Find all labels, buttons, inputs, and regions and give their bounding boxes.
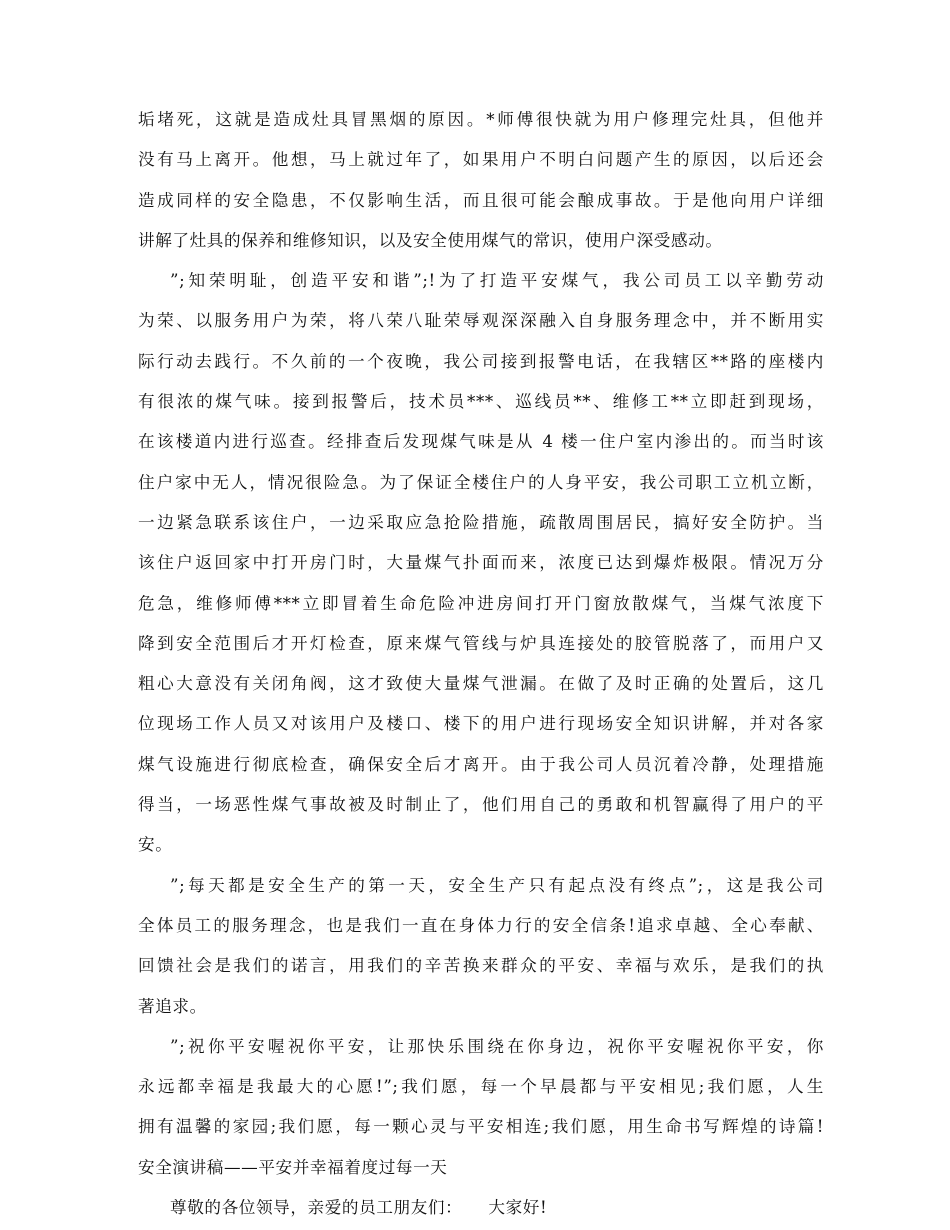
text-line: 安。	[138, 835, 173, 855]
text-line: 回馈社会是我们的诺言，用我们的辛苦换来群众的平安、幸福与欢乐，是我们的执	[138, 956, 824, 976]
text-line: 安全演讲稿——平安并幸福着度过每一天	[138, 1157, 448, 1177]
text-line: 得当，一场恶性煤气事故被及时制止了，他们用自己的勇敢和机智赢得了用户的平	[138, 795, 824, 815]
text-line: 讲解了灶具的保养和维修知识，以及安全使用煤气的常识，使用户深受感动。	[138, 230, 723, 250]
text-line: ”;祝你平安喔祝你平安，让那快乐围绕在你身边，祝你平安喔祝你平安，你	[170, 1036, 824, 1056]
text-line: 在该楼道内进行巡查。经排查后发现煤气味是从 4 楼一住户室内渗出的。而当时该	[138, 432, 824, 452]
text-line: 位现场工作人员又对该用户及楼口、楼下的用户进行现场安全知识讲解，并对各家	[138, 714, 824, 734]
text-line: 煤气设施进行彻底检查，确保安全后才离开。由于我公司人员沉着冷静，处理措施	[138, 754, 824, 774]
text-line: 住户家中无人，情况很险急。为了保证全楼住户的人身平安，我公司职工立机立断，	[138, 472, 824, 492]
text-line: 全体员工的服务理念，也是我们一直在身体力行的安全信条!追求卓越、全心奉献、	[138, 915, 824, 935]
text-line: 危急，维修师傅***立即冒着生命危险冲进房间打开门窗放散煤气，当煤气浓度下	[138, 593, 824, 613]
text-line: 造成同样的安全隐患，不仅影响生活，而且很可能会酿成事故。于是他向用户详细	[138, 190, 824, 210]
document-body	[138, 100, 824, 1228]
text-line: 为荣、以服务用户为荣，将八荣八耻荣辱观深深融入自身服务理念中，并不断用实	[138, 311, 824, 331]
text-line: 该住户返回家中打开房门时，大量煤气扑面而来，浓度已达到爆炸极限。情况万分	[138, 553, 824, 573]
text-line: 粗心大意没有关闭角阀，这才致使大量煤气泄漏。在做了及时正确的处置后，这几	[138, 674, 824, 694]
text-line: ”;每天都是安全生产的第一天，安全生产只有起点没有终点”;，这是我公司	[170, 875, 824, 895]
text-line: 尊敬的各位领导，亲爱的员工朋友们： 大家好!	[170, 1198, 548, 1218]
text-line: ”;知荣明耻，创造平安和谐”;!为了打造平安煤气，我公司员工以辛勤劳动	[170, 271, 824, 291]
text-line: 著追求。	[138, 996, 207, 1016]
text-line: 垢堵死，这就是造成灶具冒黑烟的原因。*师傅很快就为用户修理完灶具，但他并	[138, 110, 824, 129]
text-line: 际行动去践行。不久前的一个夜晚，我公司接到报警电话，在我辖区**路的座楼内	[138, 351, 824, 371]
text-line: 拥有温馨的家园;我们愿，每一颗心灵与平安相连;我们愿，用生命书写辉煌的诗篇!	[138, 1117, 824, 1137]
text-line: 降到安全范围后才开灯检查，原来煤气管线与炉具连接处的胶管脱落了，而用户又	[138, 633, 824, 653]
text-line: 永远都幸福是我最大的心愿!”;我们愿，每一个早晨都与平安相见;我们愿，人生	[138, 1077, 824, 1097]
text-line: 有很浓的煤气味。接到报警后，技术员***、巡线员**、维修工**立即赶到现场，	[138, 392, 824, 412]
text-line: 没有马上离开。他想，马上就过年了，如果用户不明白问题产生的原因，以后还会	[138, 150, 824, 170]
text-line: 一边紧急联系该住户，一边采取应急抢险措施，疏散周围居民，搞好安全防护。当	[138, 512, 824, 532]
